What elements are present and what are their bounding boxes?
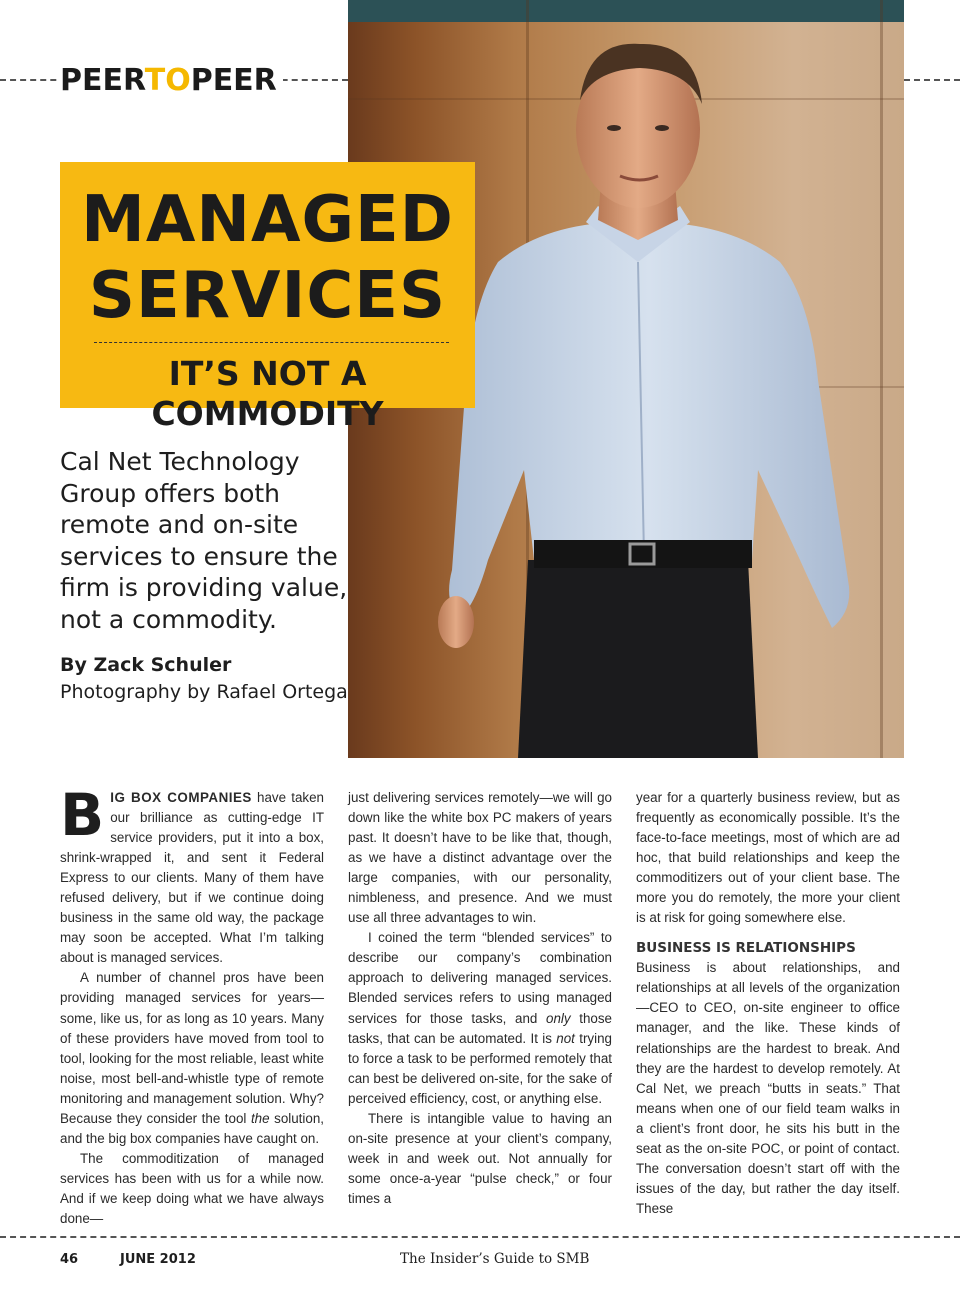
paragraph: There is intangible value to having an on-site presence at your client’s company, week in and week out. Not annually for some once-a-year “pulse check,” or four times a bbox=[348, 1110, 612, 1206]
emphasis: not bbox=[556, 1030, 575, 1046]
emphasis: only bbox=[546, 1010, 571, 1026]
paragraph-text: trying to force a task to be performed remotely that can best be delivered on-site, for the sake of perceived efficiency, cost, or anything else. bbox=[348, 1030, 612, 1106]
title-box bbox=[60, 162, 475, 433]
paragraph: year for a quarterly business review, but as frequently as economically possible. It’s the face-to-face meetings, most of which are ad hoc, that build relationships and keep the commoditizers out of your client base. The more you do remotely, the more your client is at risk for going somewhere else. bbox=[636, 790, 900, 926]
section-tag bbox=[58, 64, 283, 98]
footer-rule bbox=[0, 1236, 960, 1238]
paragraph-text: those tasks, that can be automated. It is bbox=[348, 1010, 612, 1046]
header-rule-right bbox=[904, 79, 960, 81]
headline-line-2: SERVICES bbox=[88, 259, 447, 333]
paragraph: Business is about relationships, and relationships at all levels of the organization—CEO to CEO, on-site engineer to office manager, and the like. These kinds of relationships are the hardest to break. And they are the hardest to develop remotely. At Cal Net, we preach “butts in seats.” That means when one of our field team walks in a client’s front door, he sits his butt in the seat as the on-site POC, or point of contact. The conversation doesn’t start off with the issues of the day, but rather the day itself. These bbox=[636, 960, 900, 1216]
paragraph: just delivering services remotely—we will go down like the white box PC makers of years past. It doesn’t have to be like that, though, as we have a distinct advantage over the large companies, with our personality, nimbleness, and presence. And we must use all three advantages to win. bbox=[348, 790, 612, 926]
paragraph-text: solution, and the big box companies have caught on. bbox=[60, 1110, 324, 1146]
emphasis: the bbox=[250, 1110, 270, 1126]
photo-credit: Photography by Rafael Ortega bbox=[60, 681, 348, 703]
paragraph bbox=[60, 781, 324, 968]
body-column-3 bbox=[636, 788, 900, 1219]
publication-name: The Insider’s Guide to SMB bbox=[400, 1251, 590, 1267]
issue-date: JUNE 2012 bbox=[120, 1252, 196, 1267]
headline-line-1: MANAGED bbox=[81, 183, 454, 257]
section-tag-part2: TO bbox=[144, 63, 191, 98]
section-tag-part3: PEER bbox=[190, 63, 277, 98]
paragraph bbox=[60, 968, 324, 1148]
byline: By Zack Schuler bbox=[60, 654, 232, 676]
lead-in: IG BOX COMPANIES bbox=[110, 790, 252, 805]
subheadline: IT’S NOT A COMMODITY bbox=[151, 354, 384, 433]
paragraph-text: have taken our brilliance as cutting-edge IT service providers, put it into a box, shrink-wrapped it, and sent it Federal Express to our clients. Many of them have refused delivery, but if we continue doing business in the same old way, the package may soon be accepted. What I’m talking about is managed services. bbox=[60, 790, 324, 966]
paragraph: The commoditization of managed services has been with us for a while now. And if we keep doing what we have always done— bbox=[60, 1150, 324, 1226]
drop-cap: B bbox=[60, 781, 105, 849]
body-column-1 bbox=[60, 781, 324, 1229]
page-number: 46 bbox=[60, 1252, 79, 1267]
title-divider bbox=[94, 342, 449, 343]
paragraph-text: A number of channel pros have been providing managed services for years—some, like us, for as long as 10 years. Many of these providers have moved from tool to tool, looking for the most reliable, least white noise, most bell-and-whistle type of remote monitoring and management solution. Why? Because they consider the tool bbox=[60, 970, 324, 1126]
section-tag-part1: PEER bbox=[60, 63, 145, 98]
body-column-2 bbox=[348, 788, 612, 1209]
paragraph-text: I coined the term “blended services” to describe our company’s combination approach to delivering managed services. Blended services refers to using managed services for those tasks, and bbox=[348, 930, 612, 1026]
paragraph bbox=[348, 928, 612, 1108]
subhead: BUSINESS IS RELATIONSHIPS bbox=[636, 940, 856, 957]
deck-text: Cal Net Technology Group offers both remote and on-site services to ensure the firm is providing value, not a commodity. bbox=[60, 447, 348, 634]
